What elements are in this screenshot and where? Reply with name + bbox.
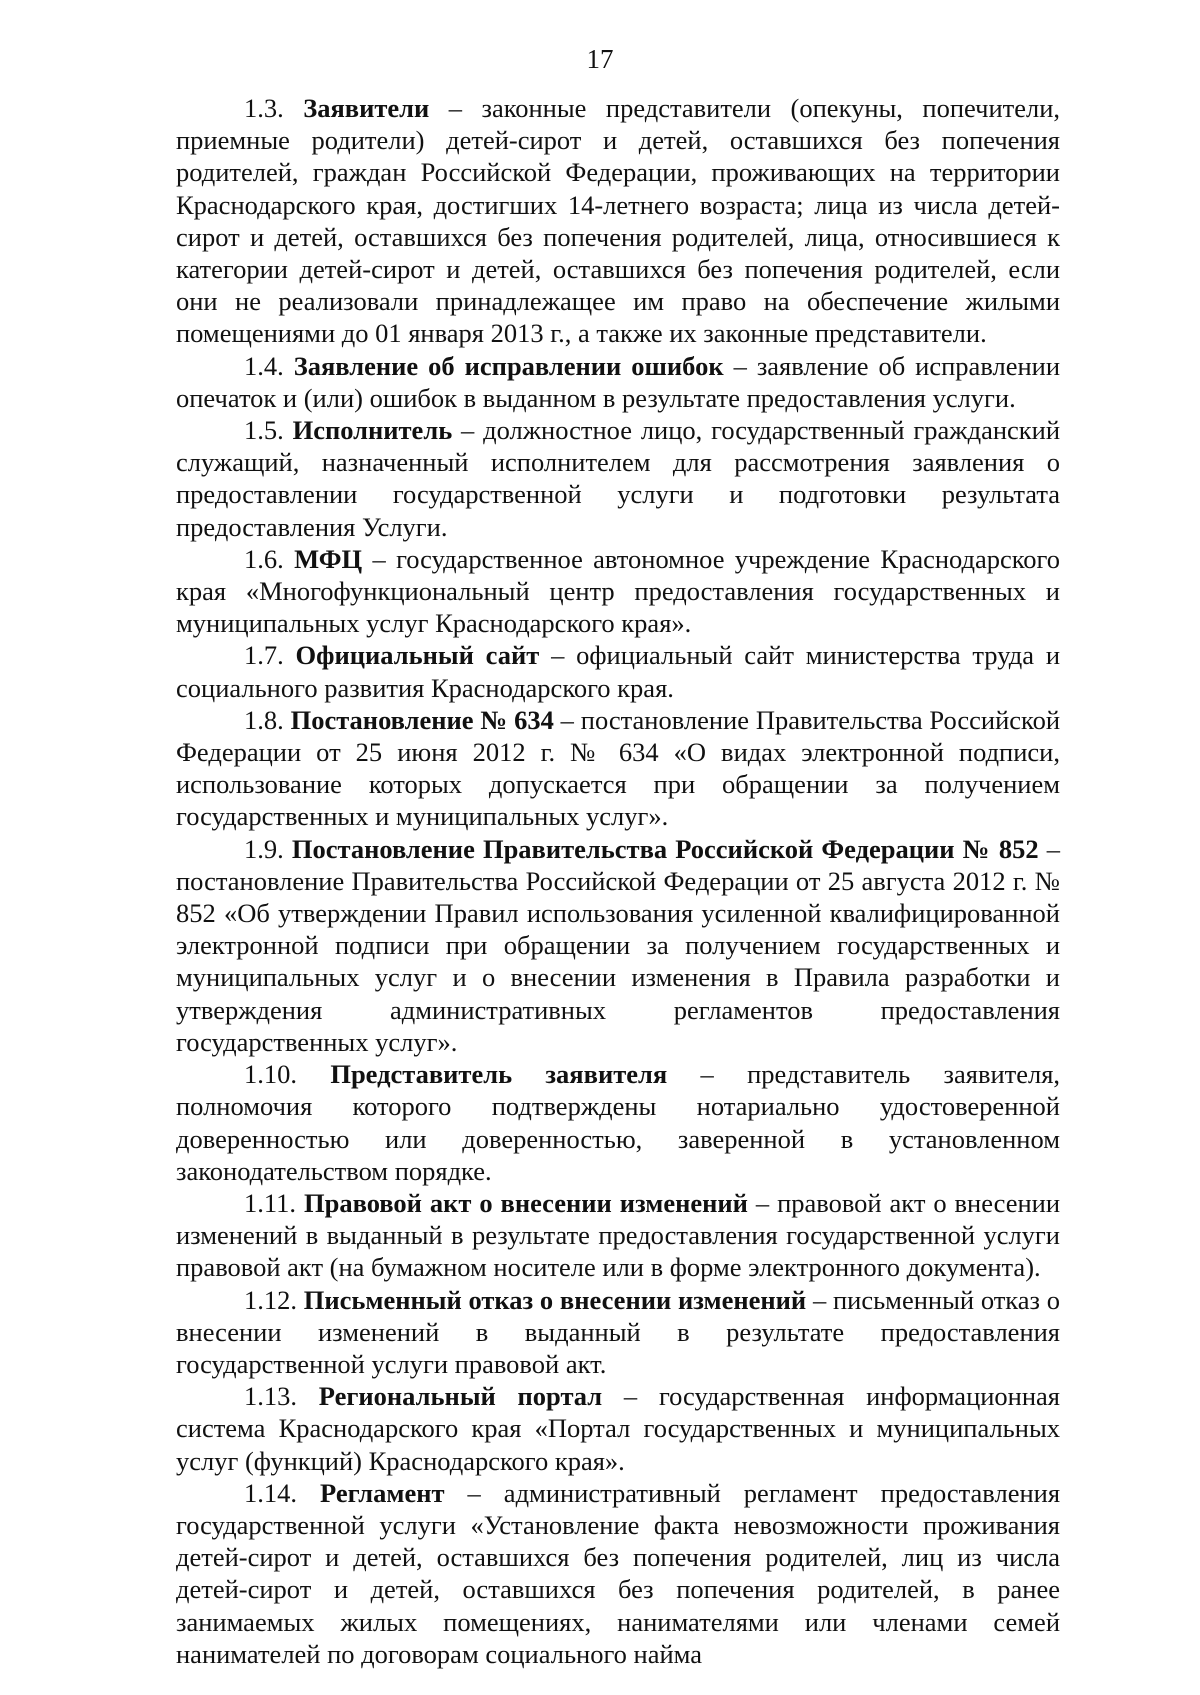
defined-term: Письменный отказ о внесении изменений — [303, 1284, 807, 1315]
definition-paragraph-1-4 — [176, 350, 1060, 414]
definition-paragraph-1-8 — [176, 704, 1060, 833]
definition-text: – должностное лицо, государственный гражданский служащий, назначенный исполнителем для рассмотрения заявления о предоставлении государственной услуги и подготовки результата предоставления Услуги. — [176, 415, 1061, 542]
definition-text: – государственная информационная система Краснодарского края «Портал государственных и муниципальных услуг (функций) Краснодарского края». — [176, 1381, 1060, 1476]
paragraph-number: 1.12. — [244, 1284, 297, 1315]
defined-term: Заявители — [303, 93, 430, 123]
definition-paragraph-1-5 — [176, 414, 1060, 543]
definition-text: – письменный отказ о внесении изменений в выданный в результате предоставления государственной услуги правовой акт. — [176, 1284, 1061, 1379]
definition-paragraph-1-9 — [176, 833, 1060, 1058]
paragraph-number: 1.13. — [244, 1381, 297, 1412]
defined-term: Правовой акт о внесении изменений — [303, 1187, 748, 1218]
definition-paragraph-1-12 — [176, 1284, 1060, 1381]
defined-term: Регламент — [320, 1477, 445, 1508]
definition-text: – представитель заявителя, полномочия которого подтверждены нотариально удостоверенной доверенностью или доверенностью, заверенной в установленном законодательством порядке. — [176, 1059, 1061, 1186]
definition-paragraph-1-3 — [176, 92, 1060, 350]
definition-text: – постановление Правительства Российской Федерации от 25 июня 2012 г. № 634 «О видах электронной подписи, использование которых допускается при обращении за получением государственных и муниципальных услуг». — [176, 704, 1061, 832]
defined-term: Исполнитель — [292, 415, 453, 446]
definition-text: – официальный сайт министерства труда и социального развития Краснодарского края. — [176, 640, 1060, 703]
paragraph-number: 1.8. — [244, 704, 284, 735]
definition-paragraph-1-14 — [176, 1477, 1060, 1670]
document-body — [176, 92, 1060, 1670]
paragraph-number: 1.6. — [244, 543, 284, 574]
paragraph-number: 1.10. — [244, 1059, 297, 1090]
defined-term: Официальный сайт — [295, 640, 540, 671]
page-number: 17 — [586, 44, 614, 74]
definition-paragraph-1-7 — [176, 639, 1060, 703]
paragraph-number: 1.14. — [244, 1477, 297, 1508]
defined-term: Постановление № 634 — [290, 704, 554, 735]
definition-text: – правовой акт о внесении изменений в выданный в результате предоставления государственной услуги правовой акт (на бумажном носителе или в форме электронного документа). — [176, 1187, 1061, 1283]
definition-text: – постановление Правительства Российской Федерации от 25 августа 2012 г. № 852 «Об утверждении Правил использования усиленной квалифицированной электронной подписи при обращении за получением государственных и муниципальных услуг и о внесении изменения в Правила разработки и утверждения административных регламентов предоставления государственных услуг». — [176, 833, 1061, 1057]
defined-term: Постановление Правительства Российской Федерации № 852 — [291, 833, 1039, 864]
defined-term: Представитель заявителя — [330, 1059, 668, 1090]
paragraph-number: 1.11. — [244, 1187, 297, 1218]
definition-text: – государственное автономное учреждение Краснодарского края «Многофункциональный центр предоставления государственных и муниципальных услуг Краснодарского края». — [176, 543, 1061, 639]
paragraph-number: 1.3. — [244, 93, 284, 123]
definition-text: – административный регламент предоставления государственной услуги «Установление факта невозможности проживания детей-сирот и детей, оставшихся без попечения родителей, лиц из числа детей-сирот и детей, оставшихся без попечения родителей, в ранее занимаемых жилых помещениях, нанимателями или членами семей нанимателей по договорам социального найма — [176, 1477, 1061, 1669]
paragraph-number: 1.9. — [244, 833, 284, 864]
definition-paragraph-1-11 — [176, 1187, 1060, 1284]
definition-text: – законные представители (опекуны, попечители, приемные родители) детей-сирот и детей, оставшихся без попечения родителей, граждан Российской Федерации, проживающих на территории Краснодарского края, достигших 14-летнего возраста; лица из числа детей-сирот и детей, оставшихся без попечения родителей, лица, относившиеся к категории детей-сирот и детей, оставшихся без попечения родителей, если они не реализовали принадлежащее им право на обеспечение жилыми помещениями до 01 января 2013 г., а также их законные представители. — [176, 93, 1060, 349]
defined-term: Региональный портал — [318, 1381, 603, 1412]
definition-paragraph-1-10 — [176, 1058, 1060, 1187]
paragraph-number: 1.4. — [244, 350, 284, 381]
definition-paragraph-1-6 — [176, 543, 1060, 640]
defined-term: Заявление об исправлении ошибок — [293, 350, 724, 381]
definition-paragraph-1-13 — [176, 1380, 1060, 1477]
paragraph-number: 1.5. — [244, 415, 284, 446]
definition-text: – заявление об исправлении опечаток и (или) ошибок в выданном в результате предоставления услуги. — [176, 350, 1061, 413]
defined-term: МФЦ — [294, 543, 363, 574]
paragraph-number: 1.7. — [244, 640, 284, 671]
